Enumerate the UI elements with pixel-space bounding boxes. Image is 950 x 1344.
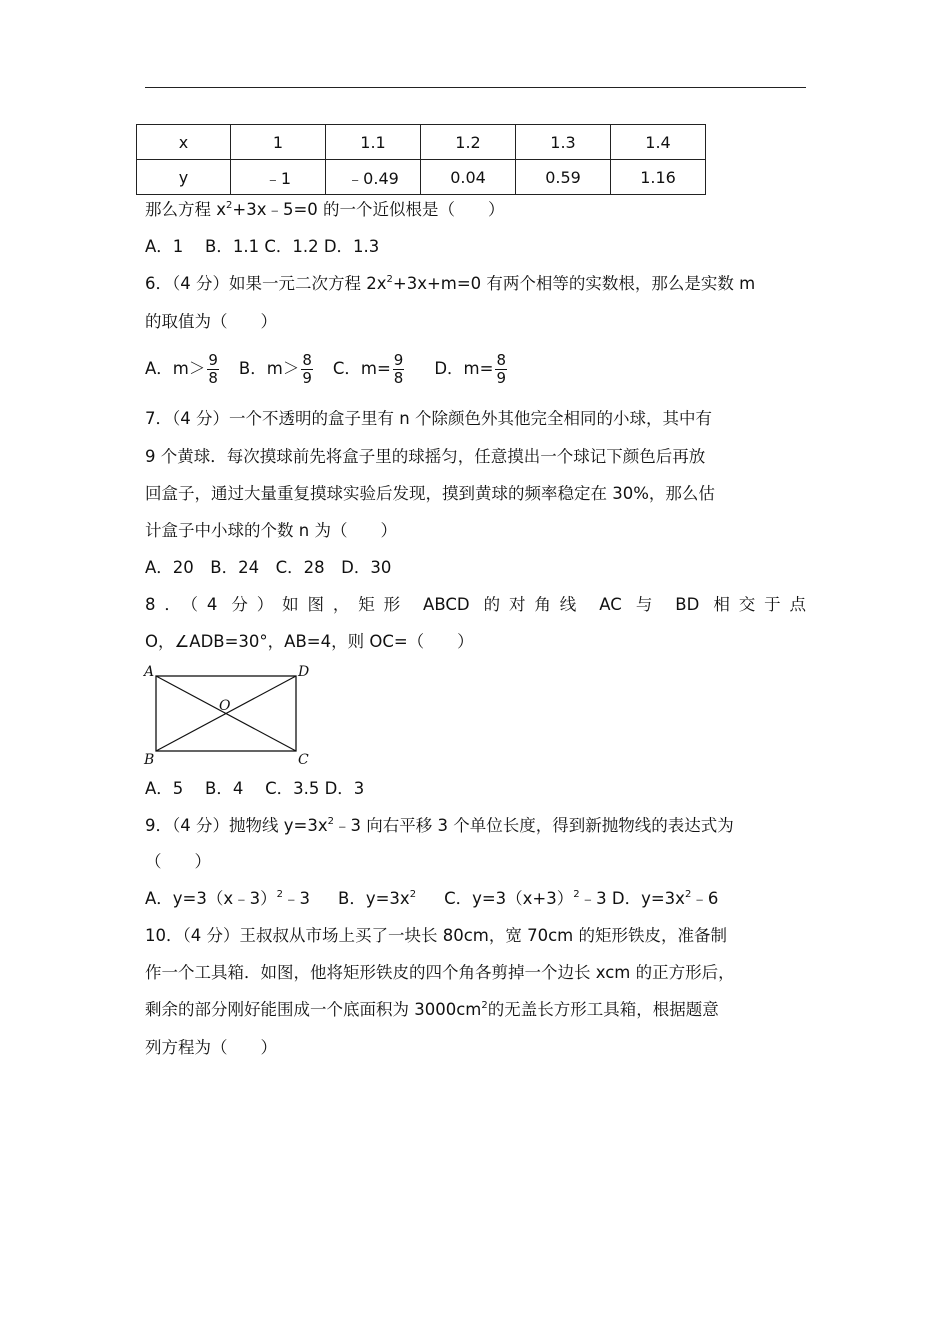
q5-stem-a: 那么方程 x [145,200,227,219]
q7-line3: 回盒子，通过大量重复摸球实验后发现，摸到黄球的频率稳定在 30%，那么估 [145,484,715,503]
q6-line2: 的取值为（ ） [145,312,277,331]
q6-option-d: D．m= [434,359,494,378]
table-cell: x [137,125,231,160]
superscript: 2 [327,816,334,827]
fraction [393,352,405,387]
q10-line3 [145,1000,719,1020]
fraction [301,352,313,387]
header-rule [145,87,806,88]
label-c: C [298,752,309,768]
q9-option-b: B．y=3x [338,889,410,908]
table-row-x [137,125,706,160]
numerator: 9 [208,351,218,369]
q5-stem-b: +3x﹣5=0 的一个近似根是（ ） [232,200,505,219]
q8-line2: O，∠ADB=30°，AB=4，则 OC=（ ） [145,632,474,651]
q9-option-d: D．y=3x [611,889,685,908]
superscript: 2 [386,274,393,285]
q7-line1: 7．（4 分）一个不透明的盒子里有 n 个除颜色外其他完全相同的小球，其中有 [145,409,712,428]
q10-line1: 10．（4 分）王叔叔从市场上买了一块长 80cm，宽 70cm 的矩形铁皮，准备制 [145,926,728,945]
label-d: D [298,664,310,680]
denominator: 8 [208,369,218,387]
label-a: A [144,664,155,680]
q9-option-a-tail: ﹣3 [283,889,311,908]
table-cell: 1 [231,125,326,160]
superscript: 2 [276,889,284,900]
superscript: 2 [684,889,692,900]
q10-line2: 作一个工具箱．如图，他将矩形铁皮的四个角各剪掉一个边长 xcm 的正方形后， [145,963,735,982]
numerator: 8 [496,351,506,369]
q9-option-c: C．y=3（x+3） [444,889,574,908]
rectangle-abcd-figure [140,660,320,770]
q7-line2: 9 个黄球．每次摸球前先将盒子里的球摇匀，任意摸出一个球记下颜色后再放 [145,447,706,466]
q6-line1 [145,274,755,294]
numerator: 9 [393,351,404,369]
table-cell: 1.1 [326,125,421,160]
q5-options: A．1 B．1.1 C．1.2 D．1.3 [145,237,380,256]
q6-line1-b: +3x+m=0 有两个相等的实数根，那么是实数 m [392,274,756,293]
table-cell: ﹣0.49 [326,160,421,195]
q9-line1-b: ﹣3 向右平移 3 个单位长度，得到新抛物线的表达式为 [333,816,734,835]
q10-line3-a: 剩余的部分刚好能围成一个底面积为 3000cm [145,1000,482,1019]
table-cell: 1.4 [611,125,706,160]
fraction [207,352,219,387]
q6-option-c: C．m= [332,359,391,378]
denominator: 8 [393,369,404,387]
q6-option-b: B．m＞ [238,359,300,378]
table-cell: 1.16 [611,160,706,195]
table-cell: 1.2 [421,125,516,160]
q6-line1-a: 6．（4 分）如果一元二次方程 2x [145,274,387,293]
superscript: 2 [409,889,417,900]
q8-line1: 8．（4 分）如图，矩形 ABCD 的对角线 AC 与 BD 相交于点 [145,595,806,614]
q10-line3-b: 的无盖长方形工具箱，根据题意 [487,1000,719,1019]
label-o: O [219,698,231,714]
table-cell: y [137,160,231,195]
q9-line2: （ ） [145,852,211,871]
superscript: 2 [481,1000,488,1011]
table-cell: 1.3 [516,125,611,160]
q9-option-d-tail: ﹣6 [691,889,719,908]
q9-option-c-tail: ﹣3 [579,889,607,908]
q6-option-a: A．m＞ [145,359,206,378]
table-cell: ﹣1 [231,160,326,195]
superscript: 2 [226,200,233,211]
q10-line4: 列方程为（ ） [145,1038,277,1057]
xy-value-table [136,124,706,195]
q9-option-a: A．y=3（x﹣3） [145,889,277,908]
denominator: 9 [302,369,312,387]
label-b: B [144,752,155,768]
numerator: 8 [302,351,312,369]
q9-options [145,889,718,909]
table-cell: 0.04 [421,160,516,195]
q8-options: A．5 B．4 C．3.5 D．3 [145,779,365,798]
q9-line1-a: 9．（4 分）抛物线 y=3x [145,816,328,835]
table-cell: 0.59 [516,160,611,195]
q7-options: A．20 B．24 C．28 D．30 [145,558,392,577]
q5-stem [145,200,505,220]
denominator: 9 [496,369,506,387]
q7-line4: 计盒子中小球的个数 n 为（ ） [145,521,397,540]
q9-line1 [145,816,734,836]
fraction [495,352,507,387]
table-row-y [137,160,706,195]
superscript: 2 [573,889,580,900]
q6-options [145,350,509,388]
